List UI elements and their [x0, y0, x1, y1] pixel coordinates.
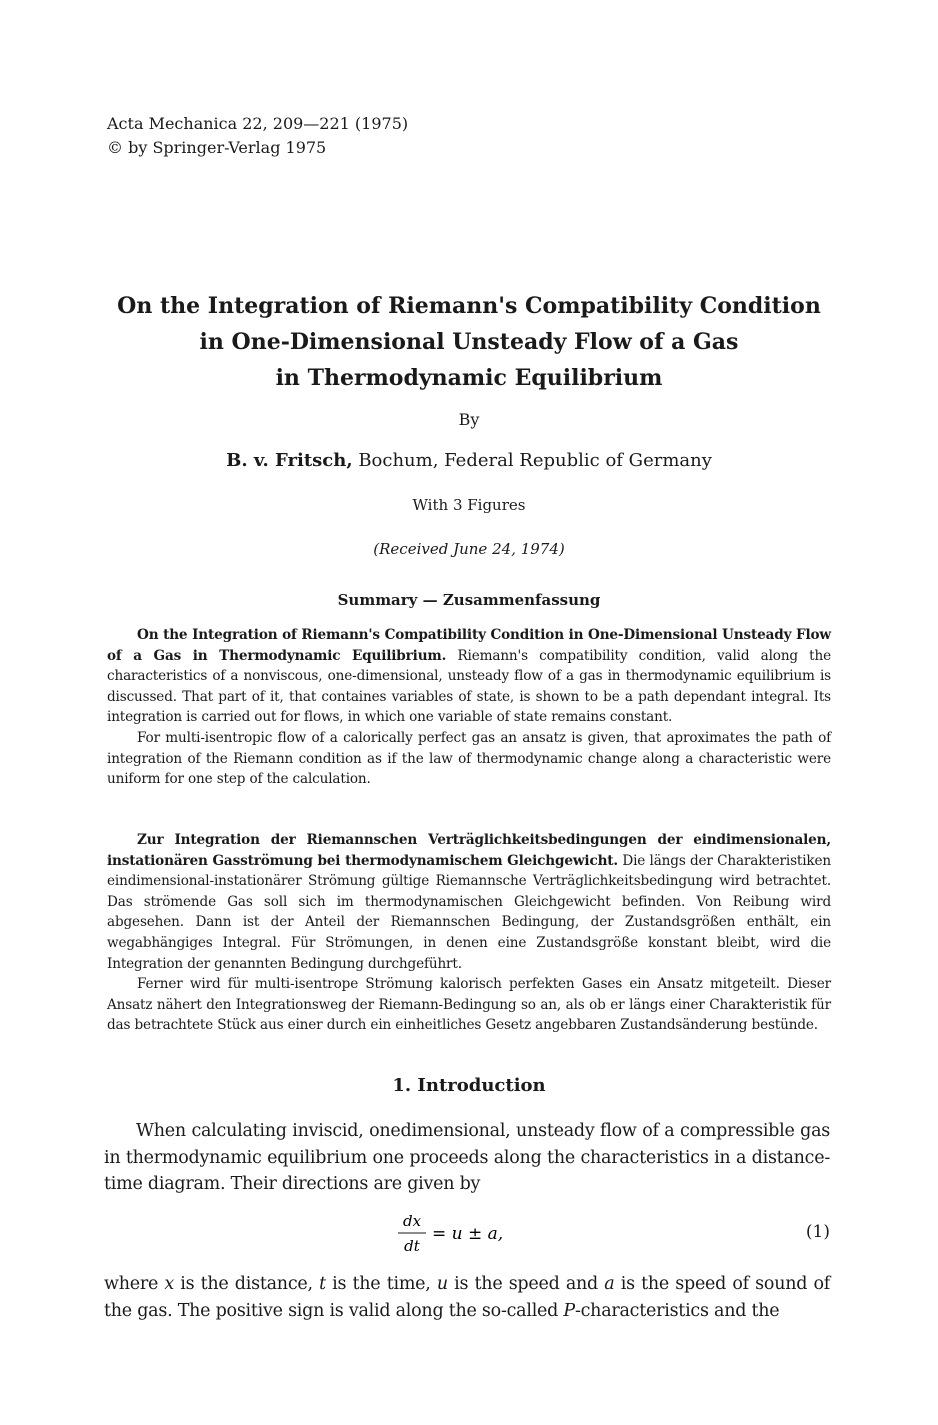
abstract-de-text: Die längs der Charakteristiken eindimensional-instationärer Strömung gültige Riemannsche Verträglichkeitsbedingung wird betrachtet. Das strömende Gas soll sich im thermodynamischen Gleichgewicht befinden. Von Reibung wird abgesehen. Dann ist der Anteil der Riemannschen Bedingung, der Zustandsgrößen enthält, ein wegabhängiges Integral. Für Strömungen, in denen eine Zustandsgröße konstant bleibt, wird die Integration der genannten Bedingung durchgeführt. — [107, 852, 831, 972]
section-heading-introduction: 1. Introduction — [392, 1075, 546, 1096]
abstract-english — [107, 625, 831, 790]
abstract-de-paragraph-2: Ferner wird für multi-isentrope Strömung kalorisch perfekten Gases ein Ansatz mitgeteilt. Dieser Ansatz nähert den Integrationsweg der Riemann-Bedingung so an, als ob er längs einer Charakteristik für das betrachtete Stück aus einer durch ein einheitliches Gesetz angebbaren Zustandsänderung bestünde. — [107, 976, 831, 1034]
by-label: By — [458, 410, 480, 429]
title-line-2: in One-Dimensional Unsteady Flow of a Gas — [199, 329, 739, 355]
journal-header — [107, 112, 408, 160]
summary-heading: Summary — Zusammenfassung — [337, 591, 601, 609]
equation-1 — [104, 1208, 830, 1258]
text-segment: is the speed and — [447, 1274, 605, 1294]
text-segment: where — [104, 1274, 165, 1294]
author-name: B. v. Fritsch, — [226, 450, 353, 471]
abstract-en-text: Riemann's compatibility condition, valid along the characteristics of a nonviscous, one-dimensional, unsteady flow of a gas in thermodynamic equilibrium is discussed. That part of it, that containes variables of state, is shown to be a path dependant integral. Its integration is carried out for flows, in which one variable of state remains constant. — [107, 647, 831, 726]
paper-title — [100, 288, 838, 396]
var-a: a — [604, 1274, 615, 1294]
abstract-en-paragraph-1 — [107, 625, 831, 728]
journal-citation: Acta Mechanica 22, 209—221 (1975) — [107, 114, 409, 133]
intro-text: When calculating inviscid, onedimensional, unsteady flow of a compressible gas in thermodynamic equilibrium one proceeds along the characteristics in a distance-time diagram. Their directions are given by — [104, 1121, 830, 1194]
abstract-en-paragraph-2: For multi-isentropic flow of a calorically perfect gas an ansatz is given, that aproximates the path of integration of the Riemann condition as if the law of thermodynamic change along a characteristic were uniform for one step of the calculation. — [107, 729, 831, 788]
text-segment: is the distance, — [173, 1274, 320, 1294]
var-x: x — [164, 1274, 174, 1294]
eq-numerator: dx — [402, 1212, 422, 1230]
abstract-german — [107, 830, 831, 1036]
abstract-de-title: Zur Integration der Riemannschen Verträglichkeitsbedingungen der eindimensionalen, instationären Gasströmung bei thermodynamischem Gleichgewicht. — [107, 832, 831, 869]
abstract-de-paragraph-1 — [107, 830, 831, 974]
var-u: u — [436, 1274, 448, 1294]
var-P: P — [563, 1300, 575, 1321]
received-date: (Received June 24, 1974) — [373, 540, 565, 558]
post-equation-paragraph — [104, 1271, 830, 1324]
abstract-en-title: On the Integration of Riemann's Compatibility Condition in One-Dimensional Unsteady Flow of a Gas in Thermodynamic Equilibrium. — [107, 627, 831, 664]
text-segment: is the speed of sound of the gas. The positive sign is valid along the so-called — [104, 1274, 830, 1321]
copyright-line: © by Springer-Verlag 1975 — [107, 138, 327, 157]
post-equation-text — [104, 1271, 830, 1324]
equation-number: (1) — [805, 1222, 830, 1242]
var-t: t — [319, 1274, 326, 1294]
intro-paragraph — [104, 1118, 830, 1198]
eq-denominator: dt — [404, 1237, 420, 1255]
title-line-3: in Thermodynamic Equilibrium — [275, 365, 663, 391]
figures-note: With 3 Figures — [412, 496, 526, 514]
author-line — [0, 450, 938, 471]
text-segment: is the time, — [325, 1274, 437, 1294]
author-affiliation: Bochum, Federal Republic of Germany — [352, 450, 712, 471]
text-segment: -characteristics and the — [574, 1300, 780, 1321]
equation-svg — [394, 1208, 554, 1258]
eq-rhs: = u ± a, — [432, 1224, 504, 1244]
title-line-1: On the Integration of Riemann's Compatibility Condition — [117, 293, 821, 319]
